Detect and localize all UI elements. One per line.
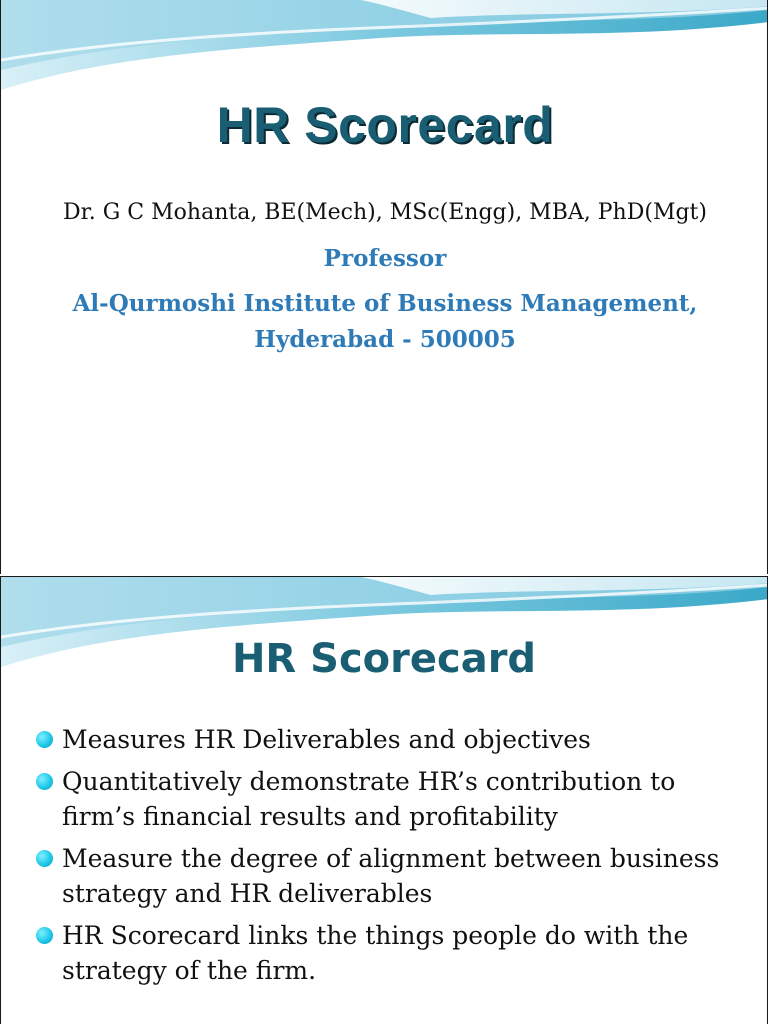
- bullet-dot-icon: [36, 850, 53, 867]
- bullet-list: [34, 722, 754, 995]
- bullet-text: Measures HR Deliverables and objectives: [62, 725, 591, 754]
- bullet-dot-icon: [36, 927, 53, 944]
- bullet-text: HR Scorecard links the things people do with the strategy of the firm.: [62, 921, 689, 985]
- slide-title-heading: HR Scorecard: [216, 97, 554, 153]
- bullet-dot-icon: [36, 731, 53, 748]
- role-line: Professor: [323, 245, 447, 272]
- bullet-dot-icon: [36, 773, 53, 790]
- bullet-text: Quantitatively demonstrate HR’s contribution to firm’s financial results and profitability: [62, 767, 676, 831]
- list-item: [34, 764, 754, 834]
- author-line: Dr. G C Mohanta, BE(Mech), MSc(Engg), MBA, PhD(Mgt): [63, 200, 707, 225]
- list-item: [34, 918, 754, 988]
- bullet-text: Measure the degree of alignment between business strategy and HR deliverables: [62, 844, 720, 908]
- wave-banner-graphic: [1, 0, 768, 90]
- institute-block: [1, 286, 768, 358]
- institute-name: Al-Qurmoshi Institute of Business Management,: [72, 290, 698, 317]
- list-item: [34, 722, 754, 757]
- content-slide-heading: HR Scorecard: [231, 636, 537, 682]
- list-item: [34, 841, 754, 911]
- institute-address: Hyderabad - 500005: [254, 326, 516, 353]
